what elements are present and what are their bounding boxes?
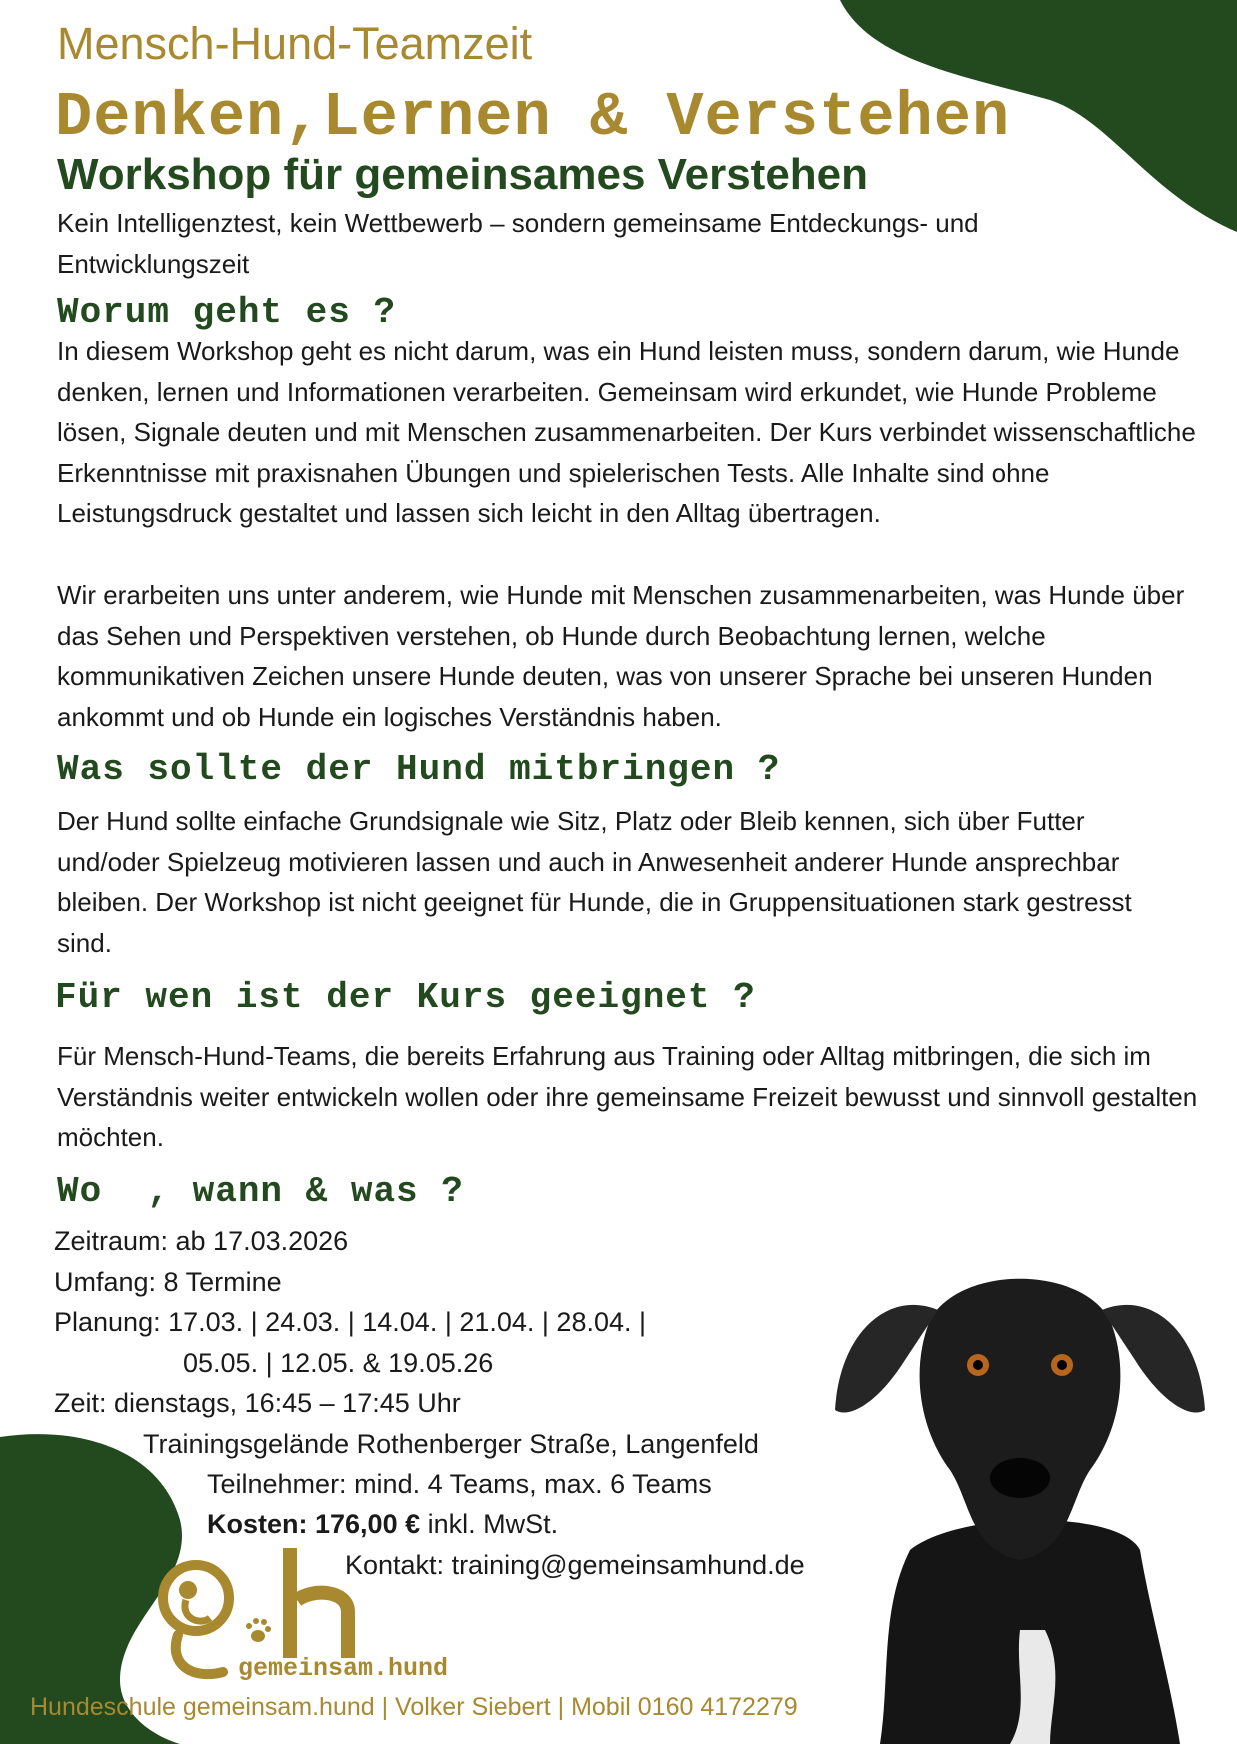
geeignet-paragraph: Für Mensch-Hund-Teams, die bereits Erfahrung aus Training oder Alltag mitbringen, die sich im Verständnis weiter entwickeln wollen oder ihre gemeinsame Freizeit bewusst und sinnvoll gestalten möchten. (57, 1041, 1198, 1152)
heading-worum: Worum geht es ? (57, 292, 397, 333)
dog-right-pupil (1057, 1360, 1067, 1370)
umfang-line: Umfang: 8 Termine (54, 1267, 282, 1297)
paw-icon (246, 1618, 271, 1642)
dog-illustration (820, 1250, 1237, 1744)
zeit-line: Zeit: dienstags, 16:45 – 17:45 Uhr (54, 1388, 461, 1418)
kosten-amount: Kosten: 176,00 € (207, 1509, 421, 1539)
page-title: Denken,Lernen & Verstehen (55, 82, 1011, 153)
zeitraum-line: Zeitraum: ab 17.03.2026 (54, 1226, 349, 1256)
dog-left-pupil (973, 1360, 983, 1370)
planung-line-1: Planung: 17.03. | 24.03. | 14.04. | 21.04. | 28.04. | (54, 1307, 647, 1337)
mitbringen-paragraph: Der Hund sollte einfache Grundsignale wie Sitz, Platz oder Bleib kennen, sich über Futter und/oder Spielzeug motivieren lassen und auch in Anwesenheit anderer Hunde ansprechbar bleiben. Der Workshop ist nicht geeignet für Hunde, die in Gruppensituationen stark gestresst sind. (57, 806, 1132, 958)
kosten-line (207, 1504, 558, 1545)
planung-line-2: 05.05. | 12.05. & 19.05.26 (183, 1348, 494, 1378)
footer-text: Hundeschule gemeinsam.hund | Volker Siebert | Mobil 0160 4172279 (30, 1693, 798, 1721)
worum-paragraph-1: In diesem Workshop geht es nicht darum, was ein Hund leisten muss, sondern darum, wie Hunde denken, lernen und Informationen verarbeiten. Gemeinsam wird erkundet, wie Hunde Probleme lösen, Signale deuten und mit Menschen zusammenarbeiten. Der Kurs verbindet wissenschaftliche Erkenntnisse mit praxisnahen Übungen und spielerischen Tests. Alle Inhalte sind ohne Leistungsdruck gestaltet und lassen sich leicht in den Alltag übertragen. (57, 336, 1196, 528)
logo-brand-text: gemeinsam.hund (238, 1654, 449, 1683)
worum-paragraph-2: Wir erarbeiten uns unter anderem, wie Hunde mit Menschen zusammenarbeiten, was Hunde über das Sehen und Perspektiven verstehen, ob Hunde durch Beobachtung lernen, welche kommunikativen Zeichen unsere Hunde deuten, was von unserer Sprache bei unseren Hunden ankommt und ob Hunde ein logisches Verständnis haben. (57, 580, 1185, 732)
pretitle: Mensch-Hund-Teamzeit (57, 18, 533, 69)
dog-nose (990, 1458, 1050, 1498)
logo-h-arch (297, 1593, 348, 1658)
logo-dog-head (179, 1581, 197, 1599)
logo-h-stem (283, 1548, 297, 1658)
logo-dog-body (185, 1600, 210, 1621)
ort-line: Trainingsgelände Rothenberger Straße, Langenfeld (143, 1429, 759, 1459)
logo-g-tail (176, 1635, 223, 1674)
teilnehmer-line: Teilnehmer: mind. 4 Teams, max. 6 Teams (207, 1469, 712, 1499)
heading-details: Wo , wann & was ? (57, 1171, 464, 1212)
heading-geeignet: Für wen ist der Kurs geeignet ? (55, 977, 756, 1018)
dog-head (920, 1279, 1121, 1560)
heading-mitbringen: Was sollte der Hund mitbringen ? (57, 749, 781, 790)
kosten-suffix: inkl. MwSt. (420, 1509, 559, 1539)
intro-text: Kein Intelligenztest, kein Wettbewerb – sondern gemeinsame Entdeckungs- und Entwicklungszeit (57, 208, 979, 279)
kontakt-line: Kontakt: training@gemeinsamhund.de (345, 1550, 805, 1580)
page-subtitle: Workshop für gemeinsames Verstehen (57, 150, 869, 199)
